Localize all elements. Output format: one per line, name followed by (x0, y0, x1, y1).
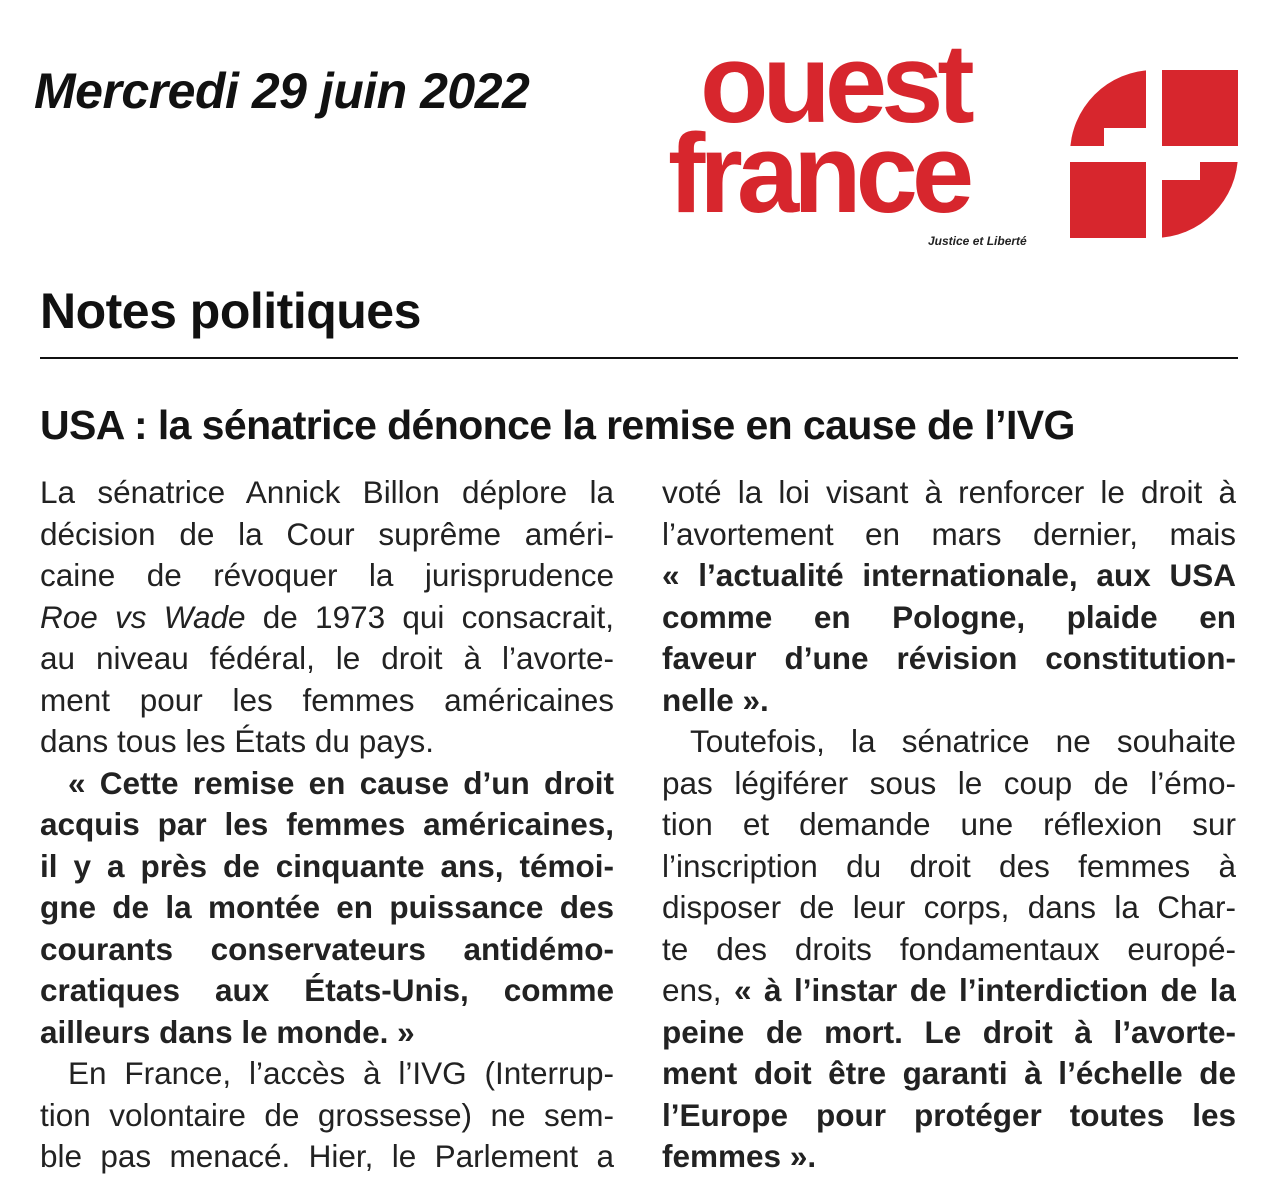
left-line-16: tion volontaire de grossesse) ne sem- (40, 1096, 614, 1133)
logo-circle-icon (1070, 70, 1238, 238)
left-line-1: La sénatrice Annick Billon déplore la (40, 474, 614, 510)
ouest-france-logo (660, 20, 1260, 260)
logo-tagline: Justice et Liberté (928, 234, 1027, 248)
right-line-9: tion et demande une réflexion sur (662, 806, 1236, 842)
right-quote-line-4: nelle ». (662, 681, 769, 718)
article-column-left (40, 472, 614, 1178)
left-line-17: ble pas menacé. Hier, le Parlement a (40, 1138, 614, 1174)
quote-line-2: acquis par les femmes américaines, (40, 806, 614, 842)
right-quote2-line-2: peine de mort. Le droit à l’avorte- (662, 1013, 1236, 1050)
right-line-13-normal: ens, (662, 972, 735, 1008)
right-quote2-line-3: ment doit être garanti à l’échelle de (662, 1055, 1236, 1091)
left-line-6: ment pour les femmes américaines (40, 681, 614, 718)
quote-line-4: gne de la montée en puissance des (40, 889, 614, 925)
publication-date: Mercredi 29 juin 2022 (34, 63, 530, 119)
right-line-13 (662, 970, 1236, 1012)
article-column-right (662, 472, 1236, 1178)
case-name: Roe vs Wade (40, 598, 246, 635)
right-line-13-bold: « à l’instar de l’interdiction de la (734, 972, 1236, 1008)
quote-line-3: il y a près de cinquante ans, témoi- (40, 847, 614, 884)
left-line-2: décision de la Cour suprême améri- (40, 515, 614, 552)
right-quote-line-1: « l’actualité internationale, aux USA (662, 557, 1236, 593)
left-line-5: au niveau fédéral, le droit à l’avorte- (40, 640, 614, 676)
quote-line-6: cratiques aux États-Unis, comme (40, 972, 614, 1008)
left-line-4-rest: de 1973 qui consacrait, (245, 598, 614, 635)
right-line-1: voté la loi visant à renforcer le droit à (662, 474, 1236, 510)
right-line-12: te des droits fondamentaux europé- (662, 930, 1236, 967)
right-quote-line-3: faveur d’une révision constitution- (662, 640, 1236, 676)
article-headline: USA : la sénatrice dénonce la remise en cause de l’IVG (40, 402, 1075, 448)
left-line-15: En France, l’accès à l’IVG (Interrup- (68, 1055, 614, 1091)
logo-word-ouest: ouest (700, 21, 969, 146)
right-quote-line-2: comme en Pologne, plaide en (662, 598, 1236, 635)
right-quote2-line-4: l’Europe pour protéger toutes les (662, 1096, 1236, 1133)
right-line-11: disposer de leur corps, dans la Char- (662, 889, 1236, 925)
right-line-2: l’avortement en mars dernier, mais (662, 515, 1236, 552)
right-line-8: pas légiférer sous le coup de l’émo- (662, 764, 1236, 801)
section-divider (40, 357, 1238, 359)
right-line-10: l’inscription du droit des femmes à (662, 847, 1236, 884)
left-line-4 (40, 597, 614, 639)
quote-line-7: ailleurs dans le monde. » (40, 1013, 415, 1050)
quote-line-1: « Cette remise en cause d’un droit (68, 764, 614, 801)
quote-line-5: courants conservateurs antidémo- (40, 930, 614, 967)
left-line-3: caine de révoquer la jurisprudence (40, 557, 614, 593)
left-line-7: dans tous les États du pays. (40, 723, 434, 759)
right-quote2-line-5: femmes ». (662, 1138, 817, 1174)
right-line-7: Toutefois, la sénatrice ne souhaite (690, 723, 1236, 759)
section-title: Notes politiques (40, 283, 421, 339)
logo-word-france: france (668, 111, 969, 236)
